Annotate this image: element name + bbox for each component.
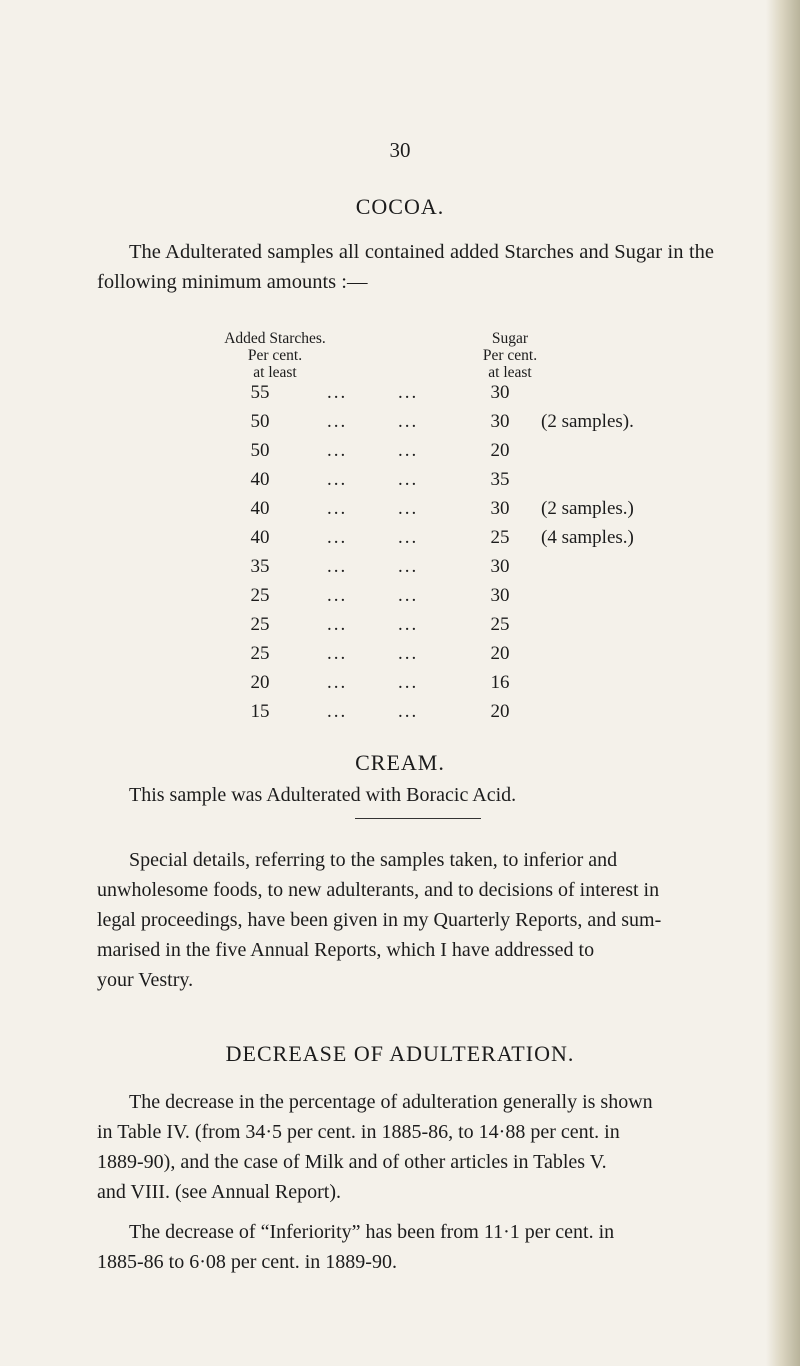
cream-text: This sample was Adulterated with Boracic Acid. (129, 784, 517, 806)
table-row (0, 498, 800, 526)
table-row (0, 643, 800, 671)
sugar-header-line: Sugar (491, 330, 529, 347)
starch-header-line: Per cent. (247, 347, 303, 364)
starch-column-header (215, 330, 335, 381)
starch-value: 40 (250, 527, 270, 548)
dot-leader: ... (327, 556, 348, 577)
starch-value: 40 (250, 469, 270, 490)
starch-value: 15 (250, 701, 270, 722)
dot-leader: ... (398, 498, 419, 519)
dot-leader: ... (327, 527, 348, 548)
sugar-value: 20 (490, 440, 510, 461)
row-note: (2 samples.) (541, 498, 634, 519)
table-row (0, 701, 800, 729)
paragraph-line: Special details, referring to the samples taken, to inferior and (129, 849, 618, 871)
cocoa-heading: COCOA. (355, 194, 445, 219)
decrease-heading: DECREASE OF ADULTERATION. (225, 1041, 575, 1066)
dot-leader: ... (327, 701, 348, 722)
dot-leader: ... (398, 411, 419, 432)
sugar-value: 25 (490, 614, 510, 635)
table-row (0, 440, 800, 468)
cocoa-intro-text: The Adulterated samples all contained added Starches and Sugar in the following minimum amounts :— (97, 241, 714, 293)
sugar-column-header (440, 330, 580, 381)
sugar-value: 30 (490, 411, 510, 432)
sugar-value: 30 (490, 382, 510, 403)
table-row (0, 382, 800, 410)
table-row (0, 585, 800, 613)
sugar-value: 25 (490, 527, 510, 548)
decrease-paragraph-1 (97, 1087, 714, 1207)
table-row (0, 527, 800, 555)
row-note: (2 samples). (541, 411, 634, 432)
dot-leader: ... (327, 585, 348, 606)
dot-leader: ... (398, 440, 419, 461)
cream-text-block (97, 780, 714, 810)
dot-leader: ... (327, 498, 348, 519)
table-row (0, 556, 800, 584)
starch-value: 25 (250, 614, 270, 635)
page-number: 30 (389, 138, 411, 162)
starch-value: 20 (250, 672, 270, 693)
section-divider (355, 818, 481, 819)
starch-header-line: Added Starches. (224, 330, 326, 347)
paragraph-line: and VIII. (see Annual Report). (97, 1181, 342, 1203)
paragraph-line: 1885-86 to 6·08 per cent. in 1889-90. (97, 1251, 397, 1273)
dot-leader: ... (398, 585, 419, 606)
dot-leader: ... (327, 469, 348, 490)
dot-leader: ... (398, 469, 419, 490)
paragraph-line: The decrease in the percentage of adulteration generally is shown (129, 1091, 653, 1113)
starch-value: 40 (250, 498, 270, 519)
dot-leader: ... (398, 527, 419, 548)
special-details-paragraph (97, 845, 714, 995)
decrease-paragraph-2 (97, 1217, 714, 1277)
sugar-value: 30 (490, 556, 510, 577)
dot-leader: ... (398, 382, 419, 403)
dot-leader: ... (327, 382, 348, 403)
sugar-value: 30 (490, 585, 510, 606)
dot-leader: ... (327, 411, 348, 432)
paragraph-line: legal proceedings, have been given in my Quarterly Reports, and sum- (97, 909, 662, 931)
paragraph-line: 1889-90), and the case of Milk and of other articles in Tables V. (97, 1151, 607, 1173)
sugar-value: 20 (490, 643, 510, 664)
sugar-header-line: Per cent. (482, 347, 538, 364)
dot-leader: ... (327, 614, 348, 635)
table-row (0, 614, 800, 642)
dot-leader: ... (327, 440, 348, 461)
dot-leader: ... (327, 643, 348, 664)
paragraph-line: unwholesome foods, to new adulterants, and to decisions of interest in (97, 879, 660, 901)
starch-value: 25 (250, 643, 270, 664)
cream-heading: CREAM. (355, 750, 445, 775)
dot-leader: ... (398, 672, 419, 693)
table-row (0, 469, 800, 497)
dot-leader: ... (327, 672, 348, 693)
paragraph-line: The decrease of “Inferiority” has been from 11·1 per cent. in (129, 1221, 615, 1243)
dot-leader: ... (398, 643, 419, 664)
row-note: (4 samples.) (541, 527, 634, 548)
starch-value: 50 (250, 440, 270, 461)
starch-value: 35 (250, 556, 270, 577)
paragraph-line: in Table IV. (from 34·5 per cent. in 1885-86, to 14·88 per cent. in (97, 1121, 620, 1143)
table-row (0, 411, 800, 439)
starch-header-line: at least (253, 364, 297, 381)
paragraph-line: marised in the five Annual Reports, which I have addressed to (97, 939, 595, 961)
sugar-header-line: at least (488, 364, 532, 381)
cocoa-intro (97, 237, 714, 297)
starch-value: 25 (250, 585, 270, 606)
table-row (0, 672, 800, 700)
sugar-value: 16 (490, 672, 510, 693)
dot-leader: ... (398, 701, 419, 722)
sugar-value: 30 (490, 498, 510, 519)
sugar-value: 20 (490, 701, 510, 722)
sugar-value: 35 (490, 469, 510, 490)
starch-value: 50 (250, 411, 270, 432)
dot-leader: ... (398, 614, 419, 635)
starch-value: 55 (250, 382, 270, 403)
paragraph-line: your Vestry. (97, 969, 194, 991)
dot-leader: ... (398, 556, 419, 577)
